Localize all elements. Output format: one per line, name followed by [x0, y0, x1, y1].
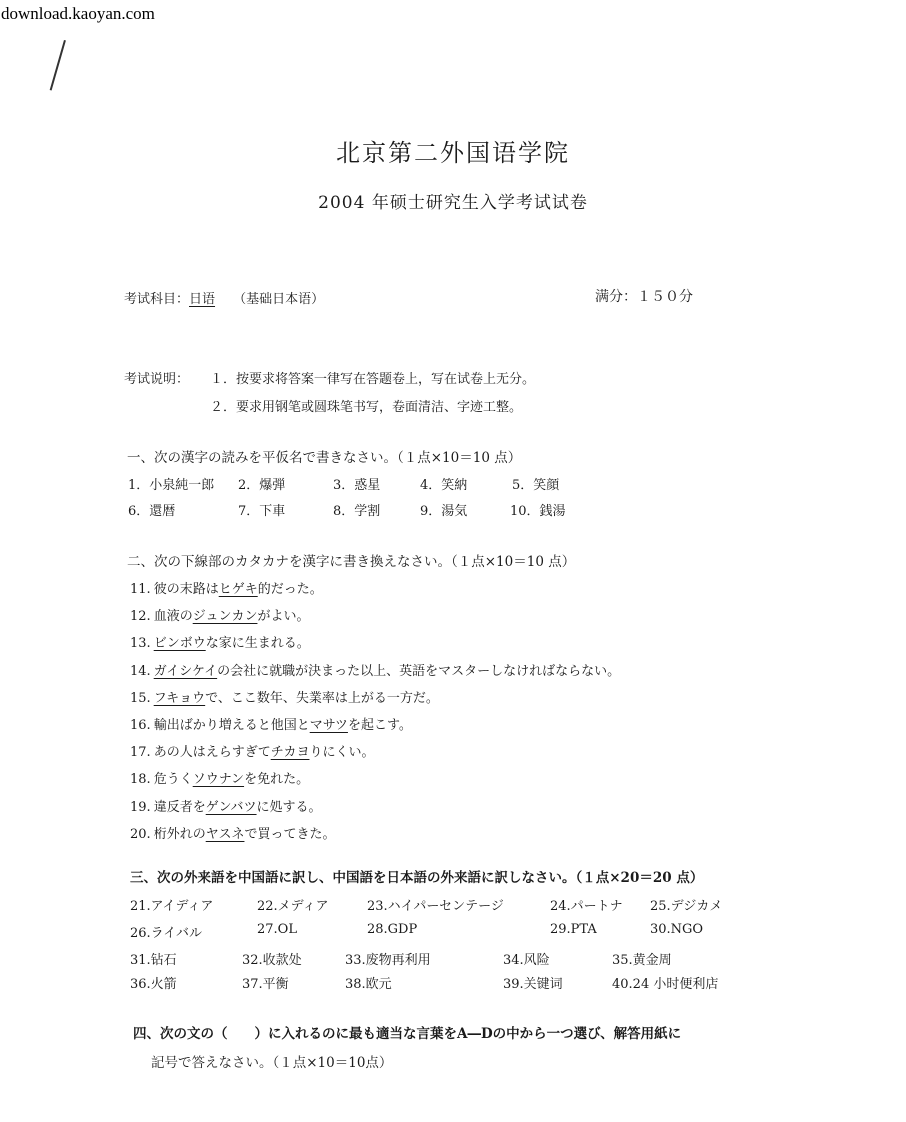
question-text: に処する。	[256, 799, 322, 815]
underlined-katakana: ジュンカン	[192, 609, 258, 625]
question-text: 危うく	[153, 772, 193, 788]
s3-item: 29.PTA	[550, 922, 597, 937]
s1-item: 3．惑星	[333, 478, 381, 493]
s3-item: 25.デジカメ	[650, 899, 723, 914]
s3-item: 22.メディア	[257, 899, 329, 914]
question-row	[130, 605, 309, 624]
question-row	[130, 687, 439, 706]
s3-item: 33.废物再利用	[345, 953, 431, 968]
question-text: で、ここ数年、失業率は上がる一方だ。	[205, 690, 439, 706]
question-text: 11.	[130, 582, 151, 597]
section4-title-line2: 記号で答えなさい。（１点×10＝10点）	[151, 1055, 393, 1071]
underlined-katakana: ビンボウ	[153, 636, 206, 652]
s3-item: 39.关键词	[503, 977, 563, 992]
s3-item: 36.火箭	[130, 977, 177, 992]
s3-item: 32.收款处	[242, 953, 302, 968]
question-text: がよい。	[257, 609, 310, 625]
s3-item: 28.GDP	[367, 922, 418, 937]
subject-label: 考试科目：	[124, 292, 190, 307]
s3-item: 37.平衡	[242, 977, 289, 992]
s3-item: 35.黄金周	[612, 953, 672, 968]
instructions-label: 考试说明：	[124, 372, 190, 387]
watermark-url: download.kaoyan.com	[1, 4, 155, 23]
full-score: 满分：１５０分	[595, 289, 693, 305]
question-text: あの人はえらすぎて	[153, 745, 271, 761]
question-text: 16.	[130, 718, 151, 733]
question-row	[130, 796, 322, 815]
s1-item: 2．爆弾	[238, 478, 286, 493]
question-row	[130, 660, 620, 679]
s3-item: 31.钻石	[130, 953, 177, 968]
question-row	[130, 714, 412, 733]
school-name: 北京第二外国语学院	[336, 139, 570, 167]
s1-item: 9．湯気	[420, 504, 468, 519]
s3-item: 23.ハイパーセンテージ	[367, 899, 504, 914]
underlined-katakana: ガイシケイ	[153, 663, 218, 679]
question-text: 19.	[130, 799, 151, 815]
underlined-katakana: ソウナン	[192, 772, 245, 788]
section2-title: 二、次の下線部のカタカナを漢字に書き換えなさい。（１点×10＝10 点）	[127, 554, 576, 570]
question-text: 18.	[130, 772, 151, 788]
question-text: 輸出ばかり増えると他国と	[153, 718, 310, 733]
question-text: 13.	[130, 636, 151, 652]
s3-item: 24.パートナ	[550, 899, 623, 914]
s3-item: 34.风险	[503, 953, 550, 968]
subject-line	[124, 288, 324, 307]
question-text: な家に生まれる。	[205, 636, 310, 652]
section1-title: 一、次の漢字の読みを平仮名で書きなさい。（１点×10＝10 点）	[127, 450, 522, 466]
pen-mark	[50, 40, 66, 91]
underlined-katakana: ゲンバツ	[205, 799, 257, 815]
underlined-katakana: チカヨ	[270, 745, 310, 761]
question-row	[130, 768, 309, 787]
question-text: 17.	[130, 745, 151, 761]
question-row	[130, 632, 310, 651]
question-text: 14.	[130, 663, 151, 679]
s3-item: 21.アイディア	[130, 899, 214, 914]
underlined-katakana: ヒゲキ	[218, 582, 258, 597]
question-text: 血液の	[153, 609, 193, 625]
s1-item: 10．銭湯	[510, 504, 566, 519]
exam-title: 2004 年硕士研究生入学考试试卷	[318, 193, 588, 213]
s3-item: 38.欧元	[345, 977, 392, 992]
question-text: の会社に就職が決まった以上、英語をマスターしなければならない。	[217, 663, 621, 679]
question-row	[130, 741, 374, 760]
s1-item: 8．学割	[333, 504, 381, 519]
underlined-katakana: ヤスネ	[205, 826, 245, 842]
instruction-2: ２．要求用钢笔或圆珠笔书写，卷面清洁、字迹工整。	[210, 400, 523, 415]
subject-name: 日语	[189, 292, 216, 307]
s3-item: 40.24 小时便利店	[612, 977, 719, 992]
question-text: 12.	[130, 609, 151, 625]
question-text: 20.	[130, 826, 151, 842]
s3-item: 30.NGO	[650, 922, 704, 937]
s3-item: 26.ライバル	[130, 926, 203, 941]
instruction-1: １．按要求将答案一律写在答题卷上，写在试卷上无分。	[210, 372, 536, 387]
s1-item: 4．笑納	[420, 478, 468, 493]
s1-item: 6．還暦	[128, 504, 176, 519]
question-text: りにくい。	[309, 745, 375, 761]
question-row	[130, 823, 335, 842]
question-text: 桁外れの	[153, 826, 206, 842]
section3-title: 三、次の外来語を中国語に訳し、中国語を日本語の外来語に訳しなさい。（１点×20＝20 点）	[130, 870, 704, 886]
underlined-katakana: マサツ	[309, 718, 348, 733]
question-text: を起こす。	[347, 718, 412, 733]
question-text: 15.	[130, 690, 151, 706]
question-text: で買ってきた。	[244, 826, 336, 842]
s1-item: 1．小泉純一郎	[128, 478, 215, 493]
question-text: 的だった。	[257, 582, 323, 597]
section4-title-line1: 四、次の文の（ ）に入れるのに最も適当な言葉をA―Dの中から一つ選び、解答用紙に	[133, 1026, 682, 1042]
question-text: 違反者を	[153, 799, 206, 815]
question-text: を免れた。	[244, 772, 310, 788]
underlined-katakana: フキョウ	[153, 690, 206, 706]
question-text: 彼の末路は	[153, 582, 219, 597]
s1-item: 5．笑顔	[512, 478, 560, 493]
subject-detail: （基础日本语）	[233, 292, 325, 307]
s1-item: 7．下車	[238, 504, 286, 519]
s3-item: 27.OL	[257, 922, 297, 937]
question-row	[130, 578, 323, 597]
